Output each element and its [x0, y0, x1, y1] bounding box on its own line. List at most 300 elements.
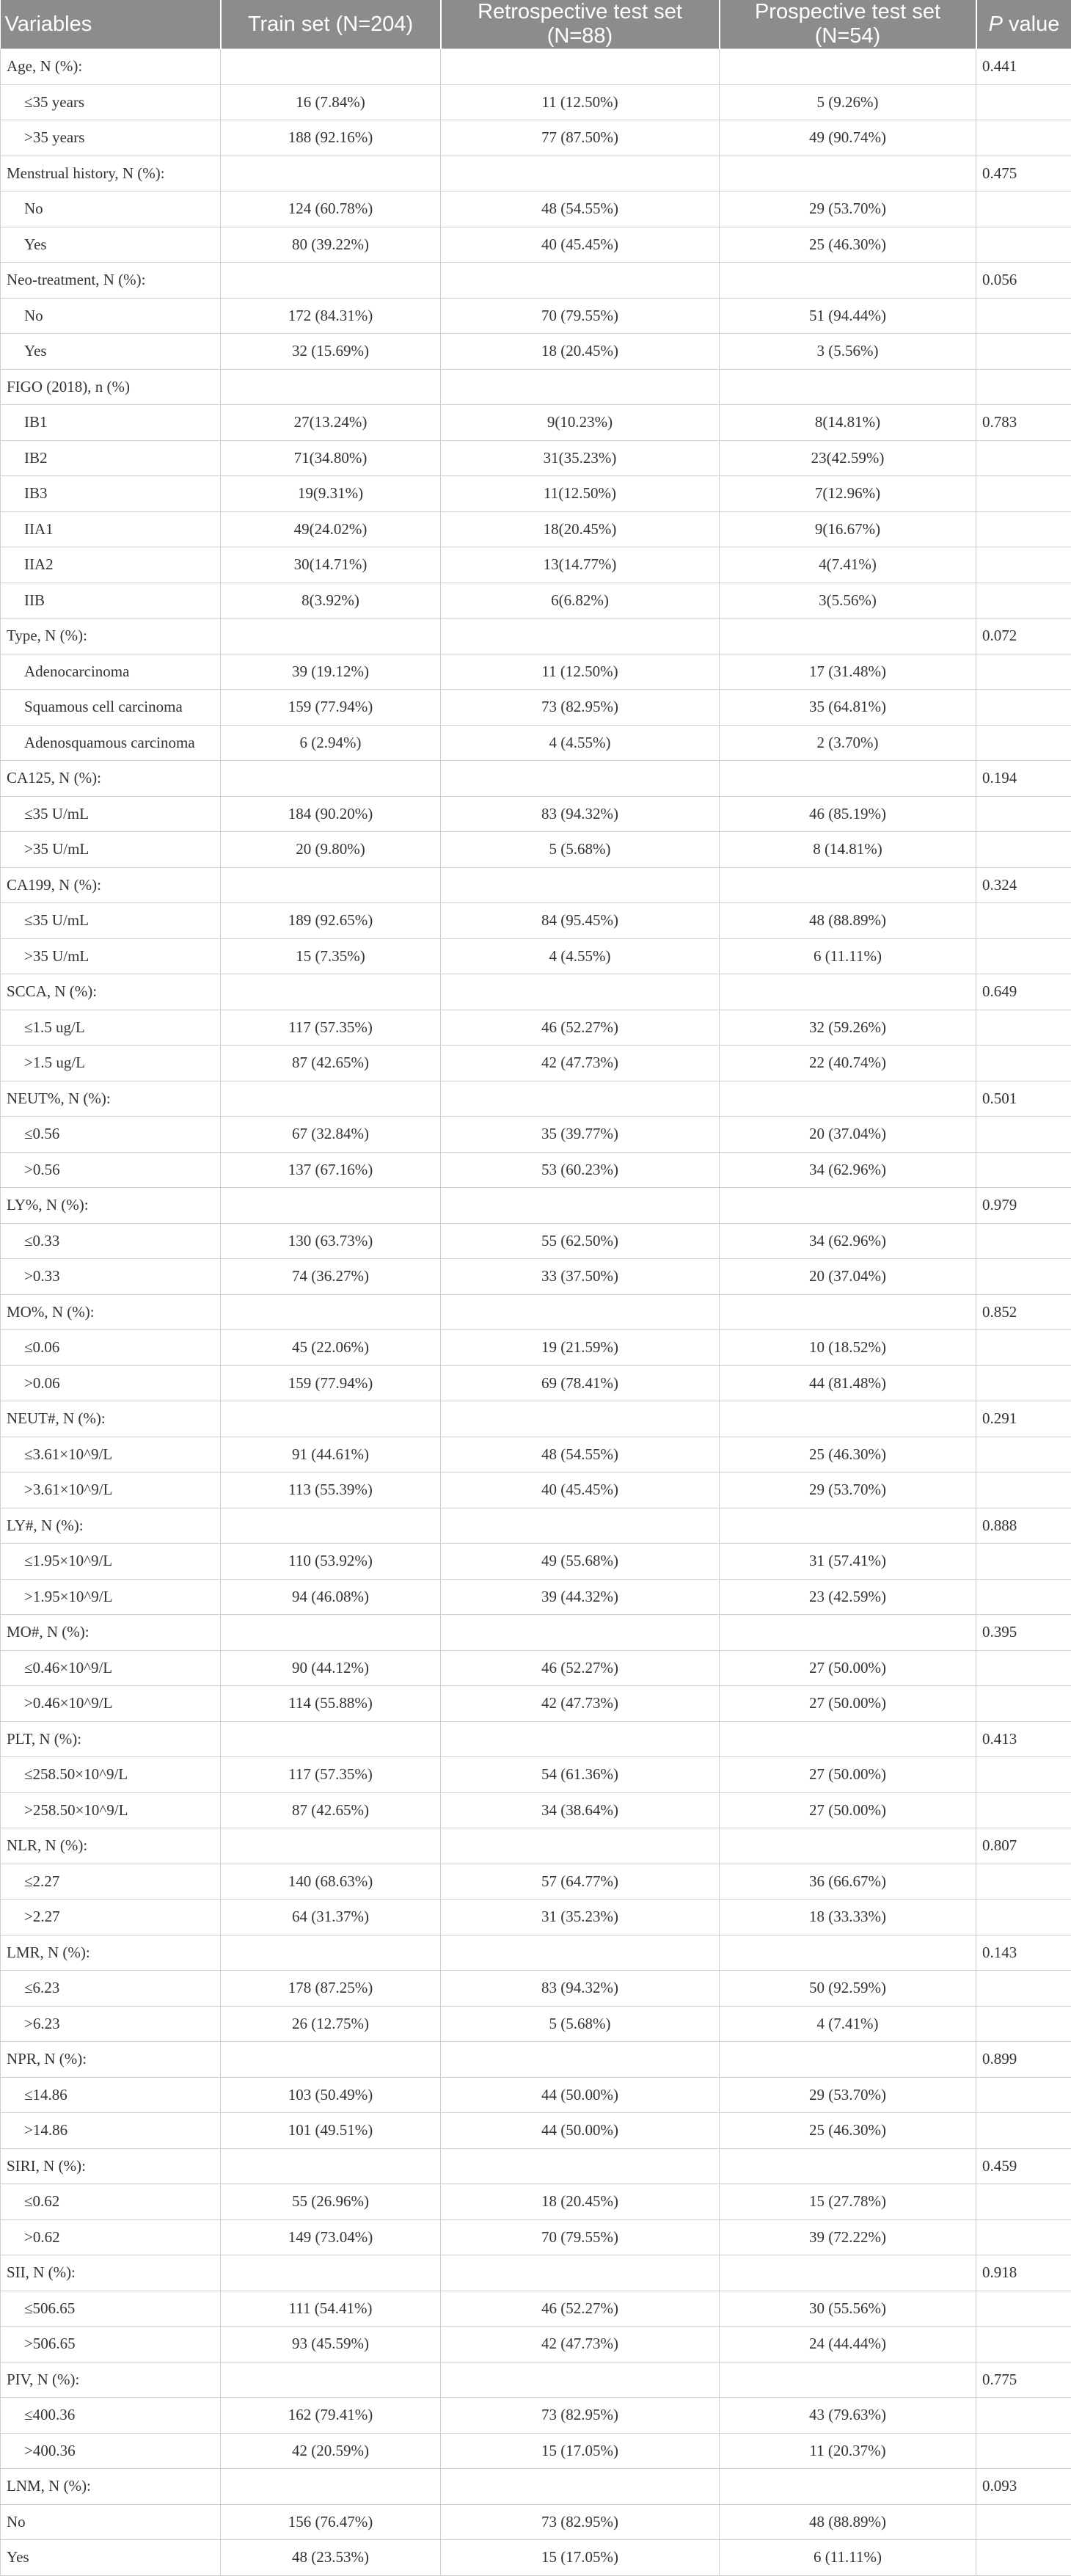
p-value-cell — [976, 1544, 1071, 1580]
retrospective-test-cell: 6(6.82%) — [441, 583, 720, 619]
group-row — [1, 369, 1071, 405]
prospective-test-cell: 3 (5.56%) — [720, 334, 976, 370]
table-row — [1, 405, 1071, 441]
variable-cell: IIA2 — [1, 547, 221, 583]
variable-cell: >506.65 — [1, 2327, 221, 2362]
variable-cell: ≤0.33 — [1, 1223, 221, 1259]
train-set-cell: 55 (26.96%) — [221, 2184, 441, 2220]
variable-cell: PIV, N (%): — [1, 2362, 221, 2398]
group-row — [1, 1188, 1071, 1224]
train-set-cell: 159 (77.94%) — [221, 690, 441, 726]
p-value-cell — [976, 1473, 1071, 1508]
prospective-test-cell — [720, 1935, 976, 1971]
retrospective-test-cell — [441, 1615, 720, 1651]
prospective-test-cell — [720, 1401, 976, 1437]
prospective-test-cell — [720, 1508, 976, 1544]
train-set-cell: 156 (76.47%) — [221, 2504, 441, 2540]
variable-cell: >0.06 — [1, 1365, 221, 1401]
train-set-cell: 19(9.31%) — [221, 476, 441, 512]
prospective-test-cell: 3(5.56%) — [720, 583, 976, 619]
train-set-cell: 91 (44.61%) — [221, 1437, 441, 1473]
prospective-test-cell — [720, 1615, 976, 1651]
train-set-cell — [221, 2255, 441, 2291]
variable-cell: No — [1, 191, 221, 227]
prospective-test-cell: 35 (64.81%) — [720, 690, 976, 726]
p-value-cell — [976, 583, 1071, 619]
p-value-cell — [976, 1152, 1071, 1188]
prospective-test-cell: 31 (57.41%) — [720, 1544, 976, 1580]
variable-cell: ≤0.06 — [1, 1330, 221, 1366]
p-value-cell — [976, 511, 1071, 547]
group-row — [1, 1508, 1071, 1544]
table-row — [1, 2077, 1071, 2113]
table-row — [1, 903, 1071, 939]
train-set-cell — [221, 1294, 441, 1330]
prospective-test-cell: 46 (85.19%) — [720, 796, 976, 832]
p-value-cell — [976, 84, 1071, 120]
train-set-cell: 27(13.24%) — [221, 405, 441, 441]
prospective-test-cell: 51 (94.44%) — [720, 298, 976, 334]
prospective-test-cell: 11 (20.37%) — [720, 2433, 976, 2469]
p-value-cell — [976, 2504, 1071, 2540]
variable-cell: >35 U/mL — [1, 938, 221, 974]
retrospective-test-cell — [441, 49, 720, 85]
train-set-cell — [221, 2148, 441, 2184]
prospective-test-cell — [720, 2042, 976, 2078]
table-row — [1, 690, 1071, 726]
variable-cell: >0.62 — [1, 2219, 221, 2255]
group-row — [1, 1401, 1071, 1437]
p-value-cell — [976, 1686, 1071, 1722]
prospective-test-cell: 50 (92.59%) — [720, 1971, 976, 2007]
train-set-cell: 117 (57.35%) — [221, 1010, 441, 1046]
retrospective-test-cell: 40 (45.45%) — [441, 227, 720, 263]
prospective-test-cell: 17 (31.48%) — [720, 654, 976, 690]
table-row — [1, 2184, 1071, 2220]
variable-cell: ≤35 U/mL — [1, 903, 221, 939]
retrospective-test-cell: 15 (17.05%) — [441, 2433, 720, 2469]
p-value-cell: 0.501 — [976, 1081, 1071, 1117]
prospective-test-cell: 25 (46.30%) — [720, 227, 976, 263]
group-row — [1, 1721, 1071, 1757]
retrospective-test-cell — [441, 2469, 720, 2505]
train-set-cell: 42 (20.59%) — [221, 2433, 441, 2469]
p-value-cell: 0.291 — [976, 1401, 1071, 1437]
variable-cell: CA125, N (%): — [1, 761, 221, 797]
retrospective-test-cell: 13(14.77%) — [441, 547, 720, 583]
prospective-test-cell: 20 (37.04%) — [720, 1259, 976, 1295]
table-row — [1, 191, 1071, 227]
prospective-test-cell: 10 (18.52%) — [720, 1330, 976, 1366]
prospective-test-cell — [720, 1188, 976, 1224]
train-set-cell: 71(34.80%) — [221, 440, 441, 476]
table-row — [1, 1473, 1071, 1508]
retrospective-test-cell: 77 (87.50%) — [441, 120, 720, 156]
p-value-cell — [976, 2291, 1071, 2327]
p-value-cell: 0.775 — [976, 2362, 1071, 2398]
p-value-cell — [976, 1792, 1071, 1828]
train-set-cell: 103 (50.49%) — [221, 2077, 441, 2113]
prospective-test-cell: 48 (88.89%) — [720, 903, 976, 939]
train-set-cell: 159 (77.94%) — [221, 1365, 441, 1401]
retrospective-test-cell: 53 (60.23%) — [441, 1152, 720, 1188]
train-set-cell: 101 (49.51%) — [221, 2113, 441, 2149]
prospective-test-cell: 20 (37.04%) — [720, 1117, 976, 1153]
prospective-test-cell: 4 (7.41%) — [720, 2006, 976, 2042]
table-row — [1, 1544, 1071, 1580]
table-row — [1, 2433, 1071, 2469]
variable-cell: LNM, N (%): — [1, 2469, 221, 2505]
prospective-test-cell: 27 (50.00%) — [720, 1792, 976, 1828]
train-set-cell: 48 (23.53%) — [221, 2540, 441, 2576]
retrospective-test-cell — [441, 1508, 720, 1544]
prospective-test-cell: 7(12.96%) — [720, 476, 976, 512]
p-value-cell — [976, 547, 1071, 583]
train-set-cell: 87 (42.65%) — [221, 1792, 441, 1828]
train-set-cell: 172 (84.31%) — [221, 298, 441, 334]
variable-cell: ≤1.5 ug/L — [1, 1010, 221, 1046]
p-value-cell: 0.918 — [976, 2255, 1071, 2291]
p-value-cell: 0.649 — [976, 974, 1071, 1010]
p-value-cell — [976, 938, 1071, 974]
retrospective-test-cell: 54 (61.36%) — [441, 1757, 720, 1793]
retrospective-test-cell — [441, 2362, 720, 2398]
variable-cell: NPR, N (%): — [1, 2042, 221, 2078]
table-body — [1, 49, 1071, 2576]
p-value-cell — [976, 903, 1071, 939]
table-row — [1, 2540, 1071, 2576]
variable-cell: >258.50×10^9/L — [1, 1792, 221, 1828]
train-set-cell: 16 (7.84%) — [221, 84, 441, 120]
prospective-test-cell: 25 (46.30%) — [720, 2113, 976, 2149]
train-set-cell: 189 (92.65%) — [221, 903, 441, 939]
p-value-cell: 0.324 — [976, 867, 1071, 903]
group-row — [1, 2148, 1071, 2184]
p-value-cell — [976, 2113, 1071, 2149]
retrospective-test-cell: 33 (37.50%) — [441, 1259, 720, 1295]
retrospective-test-cell — [441, 1935, 720, 1971]
p-value-cell — [976, 1900, 1071, 1935]
variable-cell: IB1 — [1, 405, 221, 441]
variable-cell: Menstrual history, N (%): — [1, 156, 221, 191]
variable-cell: >0.56 — [1, 1152, 221, 1188]
variable-cell: Adenosquamous carcinoma — [1, 725, 221, 761]
train-set-cell: 8(3.92%) — [221, 583, 441, 619]
retrospective-test-cell: 31 (35.23%) — [441, 1900, 720, 1935]
table-row — [1, 938, 1071, 974]
train-set-cell: 130 (63.73%) — [221, 1223, 441, 1259]
prospective-test-cell — [720, 974, 976, 1010]
p-value-cell — [976, 476, 1071, 512]
train-set-cell: 124 (60.78%) — [221, 191, 441, 227]
retrospective-test-cell — [441, 867, 720, 903]
variable-cell: ≤6.23 — [1, 1971, 221, 2007]
prospective-test-cell — [720, 1294, 976, 1330]
train-set-cell: 149 (73.04%) — [221, 2219, 441, 2255]
p-value-cell — [976, 1117, 1071, 1153]
header-value-word: value — [1009, 12, 1059, 36]
table-row — [1, 2504, 1071, 2540]
prospective-test-cell — [720, 2255, 976, 2291]
prospective-test-cell — [720, 1828, 976, 1864]
variable-cell: Type, N (%): — [1, 619, 221, 654]
variable-cell: >1.95×10^9/L — [1, 1579, 221, 1615]
prospective-test-cell: 27 (50.00%) — [720, 1757, 976, 1793]
prospective-test-cell: 27 (50.00%) — [720, 1650, 976, 1686]
p-value-cell: 0.441 — [976, 49, 1071, 85]
variable-cell: >0.33 — [1, 1259, 221, 1295]
variable-cell: IIA1 — [1, 511, 221, 547]
train-set-cell: 20 (9.80%) — [221, 832, 441, 868]
p-value-cell — [976, 227, 1071, 263]
train-set-cell — [221, 1401, 441, 1437]
retrospective-test-cell: 5 (5.68%) — [441, 832, 720, 868]
prospective-test-cell: 2 (3.70%) — [720, 725, 976, 761]
p-value-cell: 0.056 — [976, 263, 1071, 299]
retrospective-test-cell: 48 (54.55%) — [441, 191, 720, 227]
retrospective-test-cell: 35 (39.77%) — [441, 1117, 720, 1153]
table-row — [1, 1365, 1071, 1401]
prospective-test-cell: 34 (62.96%) — [720, 1223, 976, 1259]
table-row — [1, 227, 1071, 263]
variable-cell: >35 years — [1, 120, 221, 156]
prospective-test-cell: 29 (53.70%) — [720, 1473, 976, 1508]
retrospective-test-cell: 46 (52.27%) — [441, 2291, 720, 2327]
group-row — [1, 619, 1071, 654]
table-row — [1, 2219, 1071, 2255]
table-row — [1, 84, 1071, 120]
train-set-cell — [221, 1508, 441, 1544]
train-set-cell: 184 (90.20%) — [221, 796, 441, 832]
header-p-letter: P — [989, 12, 1003, 36]
table-row — [1, 511, 1071, 547]
variable-cell: LY%, N (%): — [1, 1188, 221, 1224]
header-row — [1, 0, 1071, 49]
prospective-test-cell: 4(7.41%) — [720, 547, 976, 583]
p-value-cell: 0.459 — [976, 2148, 1071, 2184]
p-value-cell — [976, 298, 1071, 334]
retrospective-test-cell: 11(12.50%) — [441, 476, 720, 512]
train-set-cell — [221, 49, 441, 85]
train-set-cell: 15 (7.35%) — [221, 938, 441, 974]
table-row — [1, 2006, 1071, 2042]
retrospective-test-cell — [441, 2255, 720, 2291]
train-set-cell — [221, 156, 441, 191]
p-value-cell — [976, 1046, 1071, 1081]
table-row — [1, 1757, 1071, 1793]
retrospective-test-cell: 70 (79.55%) — [441, 2219, 720, 2255]
retrospective-test-cell: 57 (64.77%) — [441, 1864, 720, 1900]
prospective-test-cell: 24 (44.44%) — [720, 2327, 976, 2362]
retrospective-test-cell — [441, 761, 720, 797]
train-set-cell — [221, 1615, 441, 1651]
train-set-cell — [221, 2469, 441, 2505]
prospective-test-cell: 5 (9.26%) — [720, 84, 976, 120]
prospective-test-cell — [720, 263, 976, 299]
variable-cell: IB3 — [1, 476, 221, 512]
table-row — [1, 1437, 1071, 1473]
retrospective-test-cell: 18 (20.45%) — [441, 334, 720, 370]
train-set-cell: 64 (31.37%) — [221, 1900, 441, 1935]
prospective-test-cell: 30 (55.56%) — [720, 2291, 976, 2327]
p-value-cell — [976, 832, 1071, 868]
train-set-cell — [221, 369, 441, 405]
table-row — [1, 1330, 1071, 1366]
train-set-cell — [221, 2362, 441, 2398]
prospective-test-cell — [720, 49, 976, 85]
variable-cell: ≤3.61×10^9/L — [1, 1437, 221, 1473]
variable-cell: Yes — [1, 227, 221, 263]
retrospective-test-cell: 42 (47.73%) — [441, 1046, 720, 1081]
retrospective-test-cell: 18(20.45%) — [441, 511, 720, 547]
train-set-cell — [221, 1935, 441, 1971]
p-value-cell — [976, 654, 1071, 690]
group-row — [1, 1615, 1071, 1651]
train-set-cell: 49(24.02%) — [221, 511, 441, 547]
variable-cell: IIB — [1, 583, 221, 619]
group-row — [1, 761, 1071, 797]
train-set-cell — [221, 1188, 441, 1224]
variable-cell: LY#, N (%): — [1, 1508, 221, 1544]
train-set-cell — [221, 867, 441, 903]
table-row — [1, 1046, 1071, 1081]
retrospective-test-cell: 44 (50.00%) — [441, 2077, 720, 2113]
header-train-set: Train set (N=204) — [221, 0, 441, 49]
variable-cell: ≤35 years — [1, 84, 221, 120]
variable-cell: No — [1, 298, 221, 334]
retrospective-test-cell: 73 (82.95%) — [441, 2398, 720, 2434]
group-row — [1, 1935, 1071, 1971]
retrospective-test-cell: 49 (55.68%) — [441, 1544, 720, 1580]
p-value-cell: 0.413 — [976, 1721, 1071, 1757]
table-row — [1, 1900, 1071, 1935]
train-set-cell: 32 (15.69%) — [221, 334, 441, 370]
retrospective-test-cell: 18 (20.45%) — [441, 2184, 720, 2220]
train-set-cell — [221, 761, 441, 797]
train-set-cell: 137 (67.16%) — [221, 1152, 441, 1188]
prospective-test-cell: 29 (53.70%) — [720, 191, 976, 227]
p-value-cell — [976, 2398, 1071, 2434]
train-set-cell — [221, 974, 441, 1010]
table-row — [1, 1152, 1071, 1188]
variable-cell: NEUT%, N (%): — [1, 1081, 221, 1117]
p-value-cell — [976, 334, 1071, 370]
p-value-cell — [976, 2219, 1071, 2255]
prospective-test-cell: 36 (66.67%) — [720, 1864, 976, 1900]
prospective-test-cell: 49 (90.74%) — [720, 120, 976, 156]
p-value-cell — [976, 1757, 1071, 1793]
variable-cell: ≤400.36 — [1, 2398, 221, 2434]
table-row — [1, 796, 1071, 832]
variable-cell: ≤258.50×10^9/L — [1, 1757, 221, 1793]
retrospective-test-cell — [441, 369, 720, 405]
group-row — [1, 2469, 1071, 2505]
train-set-cell — [221, 1721, 441, 1757]
prospective-test-cell: 6 (11.11%) — [720, 938, 976, 974]
table-row — [1, 1010, 1071, 1046]
prospective-test-cell: 18 (33.33%) — [720, 1900, 976, 1935]
p-value-cell — [976, 1437, 1071, 1473]
prospective-test-cell: 27 (50.00%) — [720, 1686, 976, 1722]
group-row — [1, 2255, 1071, 2291]
retrospective-test-cell — [441, 2042, 720, 2078]
table-row — [1, 2113, 1071, 2149]
variable-cell: SII, N (%): — [1, 2255, 221, 2291]
prospective-test-cell: 29 (53.70%) — [720, 2077, 976, 2113]
retrospective-test-cell: 42 (47.73%) — [441, 2327, 720, 2362]
prospective-test-cell — [720, 1721, 976, 1757]
table-row — [1, 1686, 1071, 1722]
p-value-cell — [976, 1330, 1071, 1366]
group-row — [1, 1081, 1071, 1117]
p-value-cell — [976, 120, 1071, 156]
table-row — [1, 440, 1071, 476]
train-set-cell — [221, 1828, 441, 1864]
variable-cell: ≤2.27 — [1, 1864, 221, 1900]
table-row — [1, 1117, 1071, 1153]
group-row — [1, 2042, 1071, 2078]
p-value-cell — [976, 796, 1071, 832]
variable-cell: >6.23 — [1, 2006, 221, 2042]
train-set-cell: 87 (42.65%) — [221, 1046, 441, 1081]
train-set-cell: 45 (22.06%) — [221, 1330, 441, 1366]
header-retrospective-test-set: Retrospective test set (N=88) — [441, 0, 720, 49]
variable-cell: NLR, N (%): — [1, 1828, 221, 1864]
variable-cell: ≤35 U/mL — [1, 796, 221, 832]
p-value-cell: 0.395 — [976, 1615, 1071, 1651]
group-row — [1, 263, 1071, 299]
table-row — [1, 1259, 1071, 1295]
retrospective-test-cell — [441, 156, 720, 191]
p-value-cell: 0.888 — [976, 1508, 1071, 1544]
retrospective-test-cell: 34 (38.64%) — [441, 1792, 720, 1828]
p-value-cell — [976, 1971, 1071, 2007]
retrospective-test-cell — [441, 974, 720, 1010]
p-value-cell — [976, 369, 1071, 405]
train-set-cell: 39 (19.12%) — [221, 654, 441, 690]
p-value-cell — [976, 1864, 1071, 1900]
variable-cell: >1.5 ug/L — [1, 1046, 221, 1081]
retrospective-test-cell — [441, 1721, 720, 1757]
retrospective-test-cell: 44 (50.00%) — [441, 2113, 720, 2149]
table-row — [1, 476, 1071, 512]
variable-cell: FIGO (2018), n (%) — [1, 369, 221, 405]
train-set-cell: 26 (12.75%) — [221, 2006, 441, 2042]
prospective-test-cell — [720, 761, 976, 797]
retrospective-test-cell — [441, 1294, 720, 1330]
table-row — [1, 334, 1071, 370]
prospective-test-cell: 22 (40.74%) — [720, 1046, 976, 1081]
variable-cell: ≤0.46×10^9/L — [1, 1650, 221, 1686]
prospective-test-cell: 44 (81.48%) — [720, 1365, 976, 1401]
retrospective-test-cell: 9(10.23%) — [441, 405, 720, 441]
p-value-cell: 0.979 — [976, 1188, 1071, 1224]
table-row — [1, 1579, 1071, 1615]
prospective-test-cell: 48 (88.89%) — [720, 2504, 976, 2540]
retrospective-test-cell — [441, 1081, 720, 1117]
variable-cell: Yes — [1, 2540, 221, 2576]
table-row — [1, 1650, 1071, 1686]
train-set-cell: 94 (46.08%) — [221, 1579, 441, 1615]
p-value-cell — [976, 1223, 1071, 1259]
p-value-cell — [976, 2006, 1071, 2042]
table-row — [1, 583, 1071, 619]
variable-cell: >14.86 — [1, 2113, 221, 2149]
retrospective-test-cell: 70 (79.55%) — [441, 298, 720, 334]
retrospective-test-cell: 48 (54.55%) — [441, 1437, 720, 1473]
retrospective-test-cell — [441, 1828, 720, 1864]
prospective-test-cell — [720, 619, 976, 654]
